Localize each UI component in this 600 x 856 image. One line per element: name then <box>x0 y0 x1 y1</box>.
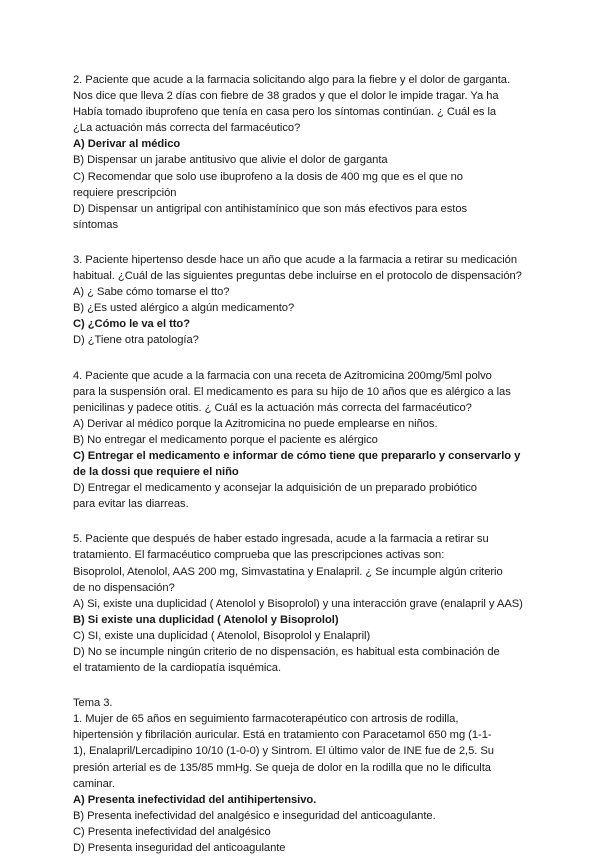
text-line: ¿La actuación más correcta del farmacéutico? <box>73 122 301 135</box>
text-line: 1), Enalapril/Lercadipino 10/10 (1-0-0) y Sintrom. El último valor de INE fue de 2,5. Su <box>73 745 494 758</box>
correct-answer-line: B) Si existe una duplicidad ( Atenolol y Bisoprolol) <box>73 613 339 626</box>
text-line: tratamiento. El farmacéutico comprueba que las prescripciones activas son: <box>73 549 445 562</box>
correct-answer-line: A) Presenta inefectividad del antihipertensivo. <box>73 793 317 806</box>
text-line: 4. Paciente que acude a la farmacia con una receta de Azitromicina 200mg/5ml polvo <box>73 369 492 382</box>
text-line: A) Si, existe una duplicidad ( Atenolol y Bisoprolol) y una interacción grave (enalapril y AAS) <box>73 597 523 610</box>
document-page <box>73 72 533 856</box>
text-line: 1. Mujer de 65 años en seguimiento farmacoterapéutico con artrosis de rodilla, <box>73 713 459 726</box>
correct-answer-line: C) ¿Cómo le va el tto? <box>73 318 190 331</box>
question-block <box>73 695 533 856</box>
text-line: habitual. ¿Cuál de las siguientes preguntas debe incluirse en el protocolo de dispensación? <box>73 270 522 283</box>
text-line: C) SI, existe una duplicidad ( Atenolol, Bisoprolol y Enalapril) <box>73 629 371 642</box>
text-line: Tema 3. <box>73 697 113 710</box>
text-line: Bisoprolol, Atenolol, AAS 200 mg, Simvastatina y Enalapril. ¿ Se incumple algún criterio <box>73 565 503 578</box>
text-line: de no dispensación? <box>73 581 175 594</box>
text-line: D) Entregar el medicamento y aconsejar la adquisición de un preparado probiótico <box>73 482 477 495</box>
text-line: para la suspensión oral. El medicamento es para su hijo de 10 años que es alérgico a las <box>73 385 511 398</box>
text-line: caminar. <box>73 777 115 790</box>
text-line: 5. Paciente que después de haber estado ingresada, acude a la farmacia a retirar su <box>73 533 489 546</box>
text-line: D) No se incumple ningún criterio de no dispensación, es habitual esta combinación de <box>73 646 500 658</box>
text-line: B) No entregar el medicamento porque el paciente es alérgico <box>73 433 378 446</box>
text-line: B) Presenta inefectividad del analgésico e inseguridad del anticoagulante. <box>73 809 436 822</box>
text-line: B) ¿Es usted alérgico a algún medicamento? <box>73 302 295 315</box>
text-line: Había tomado ibuprofeno que tenía en casa pero los síntomas continúan. ¿ Cuál es la <box>73 106 497 119</box>
question-block <box>73 368 533 513</box>
text-line: para evitar las diarreas. <box>73 498 189 511</box>
question-block <box>73 531 533 676</box>
text-line: D) Dispensar un antigripal con antihistamínico que son más efectivos para estos <box>73 202 468 215</box>
question-block <box>73 252 533 349</box>
text-line: requiere prescripción <box>73 186 177 199</box>
text-line: 2. Paciente que acude a la farmacia solicitando algo para la fiebre y el dolor de garganta. <box>73 74 511 86</box>
text-line: Nos dice que lleva 2 días con fiebre de 38 grados y que el dolor le impide tragar. Ya ha <box>73 90 499 103</box>
text-line: hipertensión y fibrilación auricular. Está en tratamiento con Paracetamol 650 mg (1-1- <box>73 729 492 742</box>
text-line: D) Presenta inseguridad del anticoagulante <box>73 842 286 855</box>
correct-answer-line: A) Derivar al médico <box>73 138 181 151</box>
text-line: penicilinas y padece otitis. ¿ Cuál es la actuación más correcta del farmacéutico? <box>73 401 472 414</box>
questions-container <box>73 72 533 856</box>
text-line: C) Recomendar que solo use ibuprofeno a la dosis de 400 mg que es el que no <box>73 170 463 183</box>
text-line: A) Derivar al médico porque la Azitromicina no puede emplearse en niños. <box>73 417 438 430</box>
text-line: A) ¿ Sabe cómo tomarse el tto? <box>73 286 230 299</box>
text-line: C) Presenta inefectividad del analgésico <box>73 825 271 838</box>
text-line: el tratamiento de la cardiopatía isquémica. <box>73 662 282 675</box>
text-line: presión arterial es de 135/85 mmHg. Se queja de dolor en la rodilla que no le dificulta <box>73 761 491 774</box>
text-line: B) Dispensar un jarabe antitusivo que alivie el dolor de garganta <box>73 154 388 167</box>
question-block <box>73 72 533 233</box>
correct-answer-line: C) Entregar el medicamento e informar de cómo tiene que prepararlo y conservarlo y <box>73 449 521 462</box>
text-line: D) ¿Tiene otra patología? <box>73 334 199 347</box>
text-line: síntomas <box>73 218 118 231</box>
text-line: 3. Paciente hipertenso desde hace un año que acude a la farmacia a retirar su medicación <box>73 253 518 266</box>
correct-answer-line: de la dossi que requiere el niño <box>73 466 239 479</box>
